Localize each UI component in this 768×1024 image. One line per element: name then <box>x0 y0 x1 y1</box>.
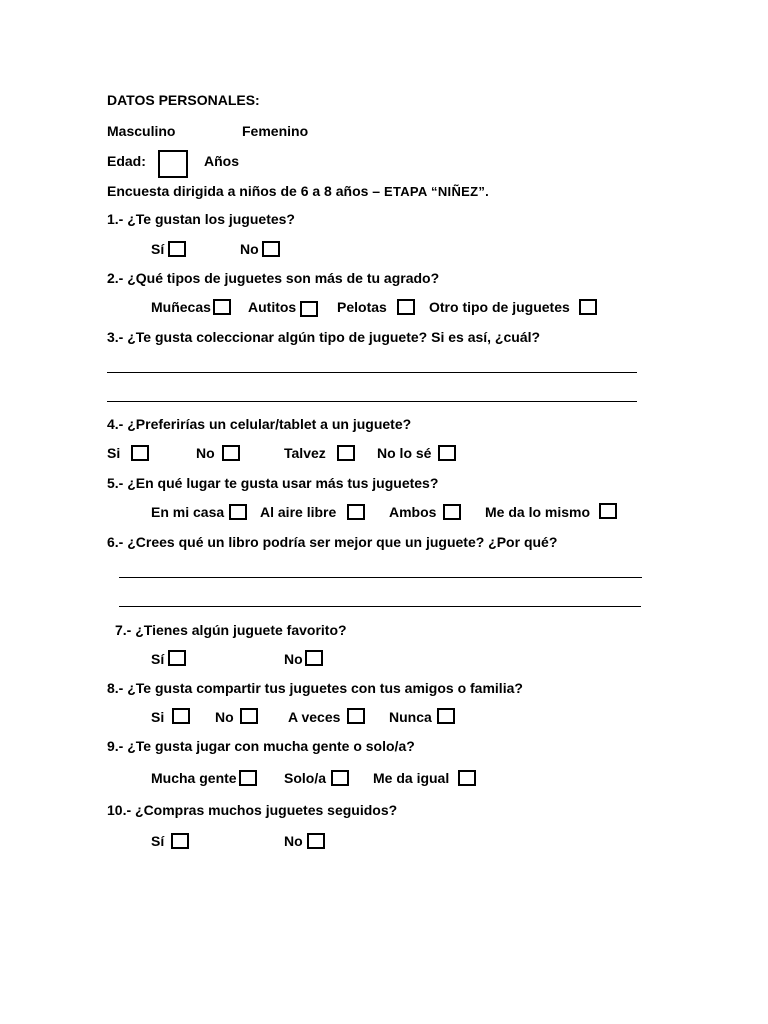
q5-option-label: Me da lo mismo <box>485 504 591 520</box>
question-8-text: 8.- ¿Te gusta compartir tus juguetes con tus amigos o familia? <box>107 680 523 696</box>
q5-option-checkbox[interactable] <box>599 503 617 519</box>
q8-option-checkbox[interactable] <box>172 708 190 724</box>
age-label: Edad: <box>107 153 146 169</box>
q4-option-checkbox[interactable] <box>438 445 456 461</box>
q7-option-label: Sí <box>151 651 165 667</box>
q10-option-checkbox[interactable] <box>307 833 325 849</box>
q4-option-checkbox[interactable] <box>337 445 355 461</box>
q9-option-label: Me da igual <box>373 770 450 786</box>
question-1-text: 1.- ¿Te gustan los juguetes? <box>107 211 295 227</box>
section-title: DATOS PERSONALES: <box>107 92 260 108</box>
q8-option-label: No <box>215 709 234 725</box>
survey-intro <box>107 183 489 200</box>
gender-female-label: Femenino <box>242 123 309 139</box>
q4-option-label: No lo sé <box>377 445 432 461</box>
age-unit-label: Años <box>204 153 239 169</box>
q7-option-checkbox[interactable] <box>305 650 323 666</box>
q8-option-label: A veces <box>288 709 341 725</box>
q1-option-checkbox[interactable] <box>262 241 280 257</box>
q5-option-label: Al aire libre <box>260 504 337 520</box>
question-5-text: 5.- ¿En qué lugar te gusta usar más tus juguetes? <box>107 475 439 491</box>
q1-option-label: No <box>240 241 259 257</box>
q8-option-checkbox[interactable] <box>240 708 258 724</box>
q10-option-label: Sí <box>151 833 165 849</box>
question-2-text: 2.- ¿Qué tipos de juguetes son más de tu agrado? <box>107 270 440 286</box>
q9-option-checkbox[interactable] <box>458 770 476 786</box>
question-10-text: 10.- ¿Compras muchos juguetes seguidos? <box>107 802 398 818</box>
q5-option-label: Ambos <box>389 504 437 520</box>
survey-stage-label: ETAPA “NIÑEZ”. <box>383 184 490 199</box>
q5-option-checkbox[interactable] <box>229 504 247 520</box>
q3-answer-line[interactable] <box>107 401 637 402</box>
question-6-text: 6.- ¿Crees qué un libro podría ser mejor que un juguete? ¿Por qué? <box>107 534 558 550</box>
question-7-text: 7.- ¿Tienes algún juguete favorito? <box>115 622 347 638</box>
q9-option-checkbox[interactable] <box>331 770 349 786</box>
q9-option-checkbox[interactable] <box>239 770 257 786</box>
q5-option-label: En mi casa <box>151 504 225 520</box>
q1-option-label: Sí <box>151 241 165 257</box>
q3-answer-line[interactable] <box>107 372 637 373</box>
survey-intro-text: Encuesta dirigida a niños de 6 a 8 años – <box>107 183 384 199</box>
q2-option-checkbox[interactable] <box>213 299 231 315</box>
q4-option-label: No <box>196 445 215 461</box>
gender-male-label: Masculino <box>107 123 176 139</box>
question-3-text: 3.- ¿Te gusta coleccionar algún tipo de juguete? Si es así, ¿cuál? <box>107 329 541 345</box>
q2-option-checkbox[interactable] <box>397 299 415 315</box>
q7-option-checkbox[interactable] <box>168 650 186 666</box>
q4-option-checkbox[interactable] <box>222 445 240 461</box>
q10-option-label: No <box>284 833 303 849</box>
q8-option-label: Si <box>151 709 165 725</box>
q5-option-checkbox[interactable] <box>443 504 461 520</box>
q2-option-label: Pelotas <box>337 299 387 315</box>
question-9-text: 9.- ¿Te gusta jugar con mucha gente o solo/a? <box>107 738 415 754</box>
q4-option-label: Si <box>107 445 121 461</box>
q4-option-label: Talvez <box>284 445 326 461</box>
q2-option-label: Otro tipo de juguetes <box>429 299 570 315</box>
q2-option-label: Muñecas <box>151 299 211 315</box>
q1-option-checkbox[interactable] <box>168 241 186 257</box>
q8-option-label: Nunca <box>389 709 432 725</box>
q10-option-checkbox[interactable] <box>171 833 189 849</box>
q5-option-checkbox[interactable] <box>347 504 365 520</box>
q7-option-label: No <box>284 651 303 667</box>
q2-option-checkbox[interactable] <box>579 299 597 315</box>
question-4-text: 4.- ¿Preferirías un celular/tablet a un juguete? <box>107 416 412 432</box>
q8-option-checkbox[interactable] <box>437 708 455 724</box>
q4-option-checkbox[interactable] <box>131 445 149 461</box>
q2-option-checkbox[interactable] <box>300 301 318 317</box>
q9-option-label: Solo/a <box>284 770 327 786</box>
q6-answer-line[interactable] <box>119 577 642 578</box>
age-input-box[interactable] <box>158 150 188 178</box>
q8-option-checkbox[interactable] <box>347 708 365 724</box>
q9-option-label: Mucha gente <box>151 770 237 786</box>
q2-option-label: Autitos <box>248 299 297 315</box>
q6-answer-line[interactable] <box>119 606 641 607</box>
